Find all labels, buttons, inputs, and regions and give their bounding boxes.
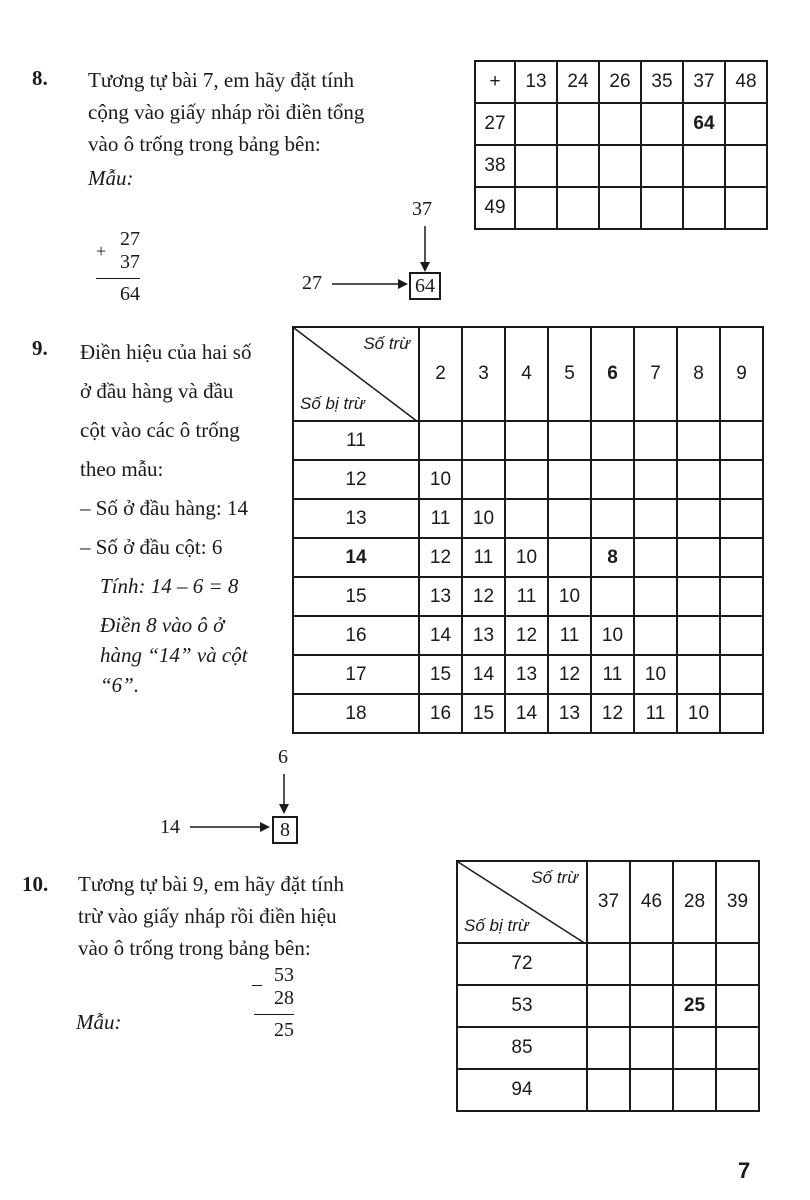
table-cell: 11 [462,538,505,577]
ex9-line: theo mẫu: [80,457,164,481]
ex10-subtraction-table [456,860,760,1112]
table-cell [599,103,641,145]
table-cell: 14 [419,616,462,655]
table-row [293,499,763,538]
table-header-cell: 26 [599,61,641,103]
table-cell [716,943,759,985]
table-corner-cell [293,327,419,421]
table-row [293,538,763,577]
table-cell [720,421,763,460]
table-cell [419,421,462,460]
ex8-line: vào ô trống trong bảng bên: [88,132,321,156]
table-header-cell: + [475,61,515,103]
table-row-header: 85 [457,1027,587,1069]
table-cell [557,145,599,187]
table-row-header: 49 [475,187,515,229]
page-number: 7 [738,1158,751,1183]
table-header-cell: 48 [725,61,767,103]
table-cell: 12 [462,577,505,616]
table-cell: 10 [505,538,548,577]
table-cell [677,460,720,499]
table-cell [599,145,641,187]
ex8-arrow-top-value: 37 [412,198,432,220]
table-cell [505,499,548,538]
table-header-cell: 13 [515,61,557,103]
table-cell [677,538,720,577]
calc-operand-a: 53 [274,964,294,986]
table-row [475,103,767,145]
table-row-header: 18 [293,694,419,733]
table-cell [673,943,716,985]
exercise-8-text [88,64,468,160]
table-cell [677,499,720,538]
table-cell [716,1069,759,1111]
table-cell [634,460,677,499]
table-cell [725,103,767,145]
ex9-tinh-line: Tính: 14 – 6 = 8 [100,574,239,598]
calc-result: 25 [254,1014,294,1042]
table-cell: 11 [634,694,677,733]
table-cell: 10 [634,655,677,694]
table-cell [683,187,725,229]
table-cell [673,1027,716,1069]
table-header-cell: 5 [548,327,591,421]
table-row-header: 94 [457,1069,587,1111]
table-cell [591,421,634,460]
table-cell [683,145,725,187]
table-row [293,460,763,499]
table-row [457,1027,759,1069]
ex8-arrow-left-value: 27 [302,272,322,294]
calc-operand-b: 28 [274,987,294,1009]
ex8-mau-label: Mẫu: [88,166,134,190]
table-cell: 11 [591,655,634,694]
table-cell [630,1069,673,1111]
table-cell [557,103,599,145]
ex9-line: cột vào các ô trống [80,418,240,442]
table-header-cell: 37 [587,861,630,943]
ex9-dien-block [80,610,286,700]
table-cell [548,421,591,460]
table-header-cell: 9 [720,327,763,421]
ex9-arrow-result-box: 8 [272,816,298,844]
table-cell [716,985,759,1027]
table-cell [591,499,634,538]
table-row-header: 15 [293,577,419,616]
table-cell [587,985,630,1027]
table-cell [548,460,591,499]
table-cell [630,943,673,985]
calc-operand-b-row [96,241,140,274]
table-cell [634,499,677,538]
table-cell [587,1069,630,1111]
table-corner-cell [457,861,587,943]
ex10-mau-label: Mẫu: [76,1010,122,1034]
table-cell [720,577,763,616]
ex9-dien-line: Điền 8 vào ô ở [100,613,225,637]
ex8-addition-table [474,60,768,230]
table-cell [720,499,763,538]
table-row-header: 53 [457,985,587,1027]
table-header-cell: 28 [673,861,716,943]
table-cell-example: 8 [591,538,634,577]
table-cell [634,616,677,655]
ex9-arrow-left-value: 14 [160,816,180,838]
ex10-line: trừ vào giấy nháp rồi điền hiệu [78,904,337,928]
exercise-9-text [80,333,286,700]
table-header-cell: 37 [683,61,725,103]
table-cell: 15 [462,694,505,733]
table-cell: 13 [419,577,462,616]
table-cell: 15 [419,655,462,694]
table-cell: 10 [548,577,591,616]
table-row-header: 14 [293,538,419,577]
table-row [293,655,763,694]
table-row-header: 17 [293,655,419,694]
calc-result: 64 [96,278,140,306]
ex9-line: – Số ở đầu cột: 6 [80,535,223,559]
table-row-header: 12 [293,460,419,499]
ex9-line: Điền hiệu của hai số [80,340,252,364]
table-cell [462,421,505,460]
table-cell [557,187,599,229]
table-cell [634,421,677,460]
table-header-cell: 46 [630,861,673,943]
table-cell [515,145,557,187]
table-cell [505,421,548,460]
table-cell [720,460,763,499]
table-cell: 10 [591,616,634,655]
table-cell: 12 [505,616,548,655]
table-cell: 10 [462,499,505,538]
table-cell [505,460,548,499]
exercise-9-number: 9. [32,336,48,360]
table-cell-example: 64 [683,103,725,145]
ex10-vertical-calc [254,964,294,1042]
table-cell [716,1027,759,1069]
table-row [293,616,763,655]
table-header-cell: 6 [591,327,634,421]
table-cell: 11 [505,577,548,616]
table-header-cell: 8 [677,327,720,421]
table-row [475,187,767,229]
table-header-cell: 7 [634,327,677,421]
table-cell [591,460,634,499]
table-header-cell: 2 [419,327,462,421]
table-cell [720,694,763,733]
table-cell [515,187,557,229]
table-row [293,421,763,460]
table-header-cell: 24 [557,61,599,103]
table-cell [677,655,720,694]
table-cell [515,103,557,145]
table-cell [548,538,591,577]
table-cell-example: 25 [673,985,716,1027]
ex10-line: Tương tự bài 9, em hãy đặt tính [78,872,344,896]
ex9-dien-line: “6”. [100,673,140,697]
table-cell: 12 [419,538,462,577]
exercise-8-number: 8. [32,66,48,90]
table-cell: 12 [548,655,591,694]
table-row-header: 11 [293,421,419,460]
table-cell: 14 [462,655,505,694]
table-row [457,1069,759,1111]
table-cell [587,1027,630,1069]
table-header-cell: 39 [716,861,759,943]
table-cell [725,187,767,229]
table-cell: 13 [548,694,591,733]
exercise-10-number: 10. [22,872,49,896]
ex8-arrow-result-box: 64 [409,272,441,300]
exercise-10-text [78,868,440,964]
table-cell [677,577,720,616]
table-row-header: 38 [475,145,515,187]
table-cell [677,421,720,460]
table-cell [641,145,683,187]
table-cell [599,187,641,229]
corner-bottom-label: Số bị trừ [464,916,529,935]
table-cell [641,103,683,145]
ex8-line: Tương tự bài 7, em hãy đặt tính [88,68,354,92]
ex9-line: ở đầu hàng và đầu [80,379,234,403]
table-cell: 10 [677,694,720,733]
calc-operand-a: 27 [120,228,140,250]
calc-operand-b: 37 [120,251,140,273]
table-header-cell: 3 [462,327,505,421]
table-row [457,985,759,1027]
table-row-header: 16 [293,616,419,655]
table-cell [630,1027,673,1069]
table-cell: 13 [462,616,505,655]
table-cell: 14 [505,694,548,733]
corner-bottom-label: Số bị trừ [300,394,365,413]
table-cell: 13 [505,655,548,694]
ex9-arrow-top-value: 6 [278,746,288,768]
table-cell [462,460,505,499]
ex8-line: cộng vào giấy nháp rồi điền tổng [88,100,365,124]
table-cell [634,538,677,577]
table-cell [720,655,763,694]
table-cell [677,616,720,655]
ex9-dien-line: hàng “14” và cột [100,643,248,667]
calc-operator: – [252,973,262,995]
ex9-line: – Số ở đầu hàng: 14 [80,496,249,520]
table-row-header: 27 [475,103,515,145]
table-cell: 11 [419,499,462,538]
table-row-header: 72 [457,943,587,985]
table-row [475,145,767,187]
table-cell [548,499,591,538]
ex8-vertical-calc [96,228,140,306]
table-cell [591,577,634,616]
ex9-subtraction-table [292,326,764,734]
table-cell [673,1069,716,1111]
table-header-cell: 35 [641,61,683,103]
table-row-header: 13 [293,499,419,538]
table-cell [641,187,683,229]
calc-operator: + [96,241,107,261]
table-cell [720,538,763,577]
table-cell: 16 [419,694,462,733]
table-cell [587,943,630,985]
table-cell: 10 [419,460,462,499]
table-row [293,694,763,733]
table-row [457,943,759,985]
table-row [293,577,763,616]
corner-top-label: Số trừ [363,334,410,353]
table-cell: 12 [591,694,634,733]
corner-top-label: Số trừ [531,868,578,887]
table-cell [720,616,763,655]
table-cell [725,145,767,187]
table-cell [630,985,673,1027]
table-cell [634,577,677,616]
ex10-line: vào ô trống trong bảng bên: [78,936,311,960]
table-cell: 11 [548,616,591,655]
table-header-cell: 4 [505,327,548,421]
